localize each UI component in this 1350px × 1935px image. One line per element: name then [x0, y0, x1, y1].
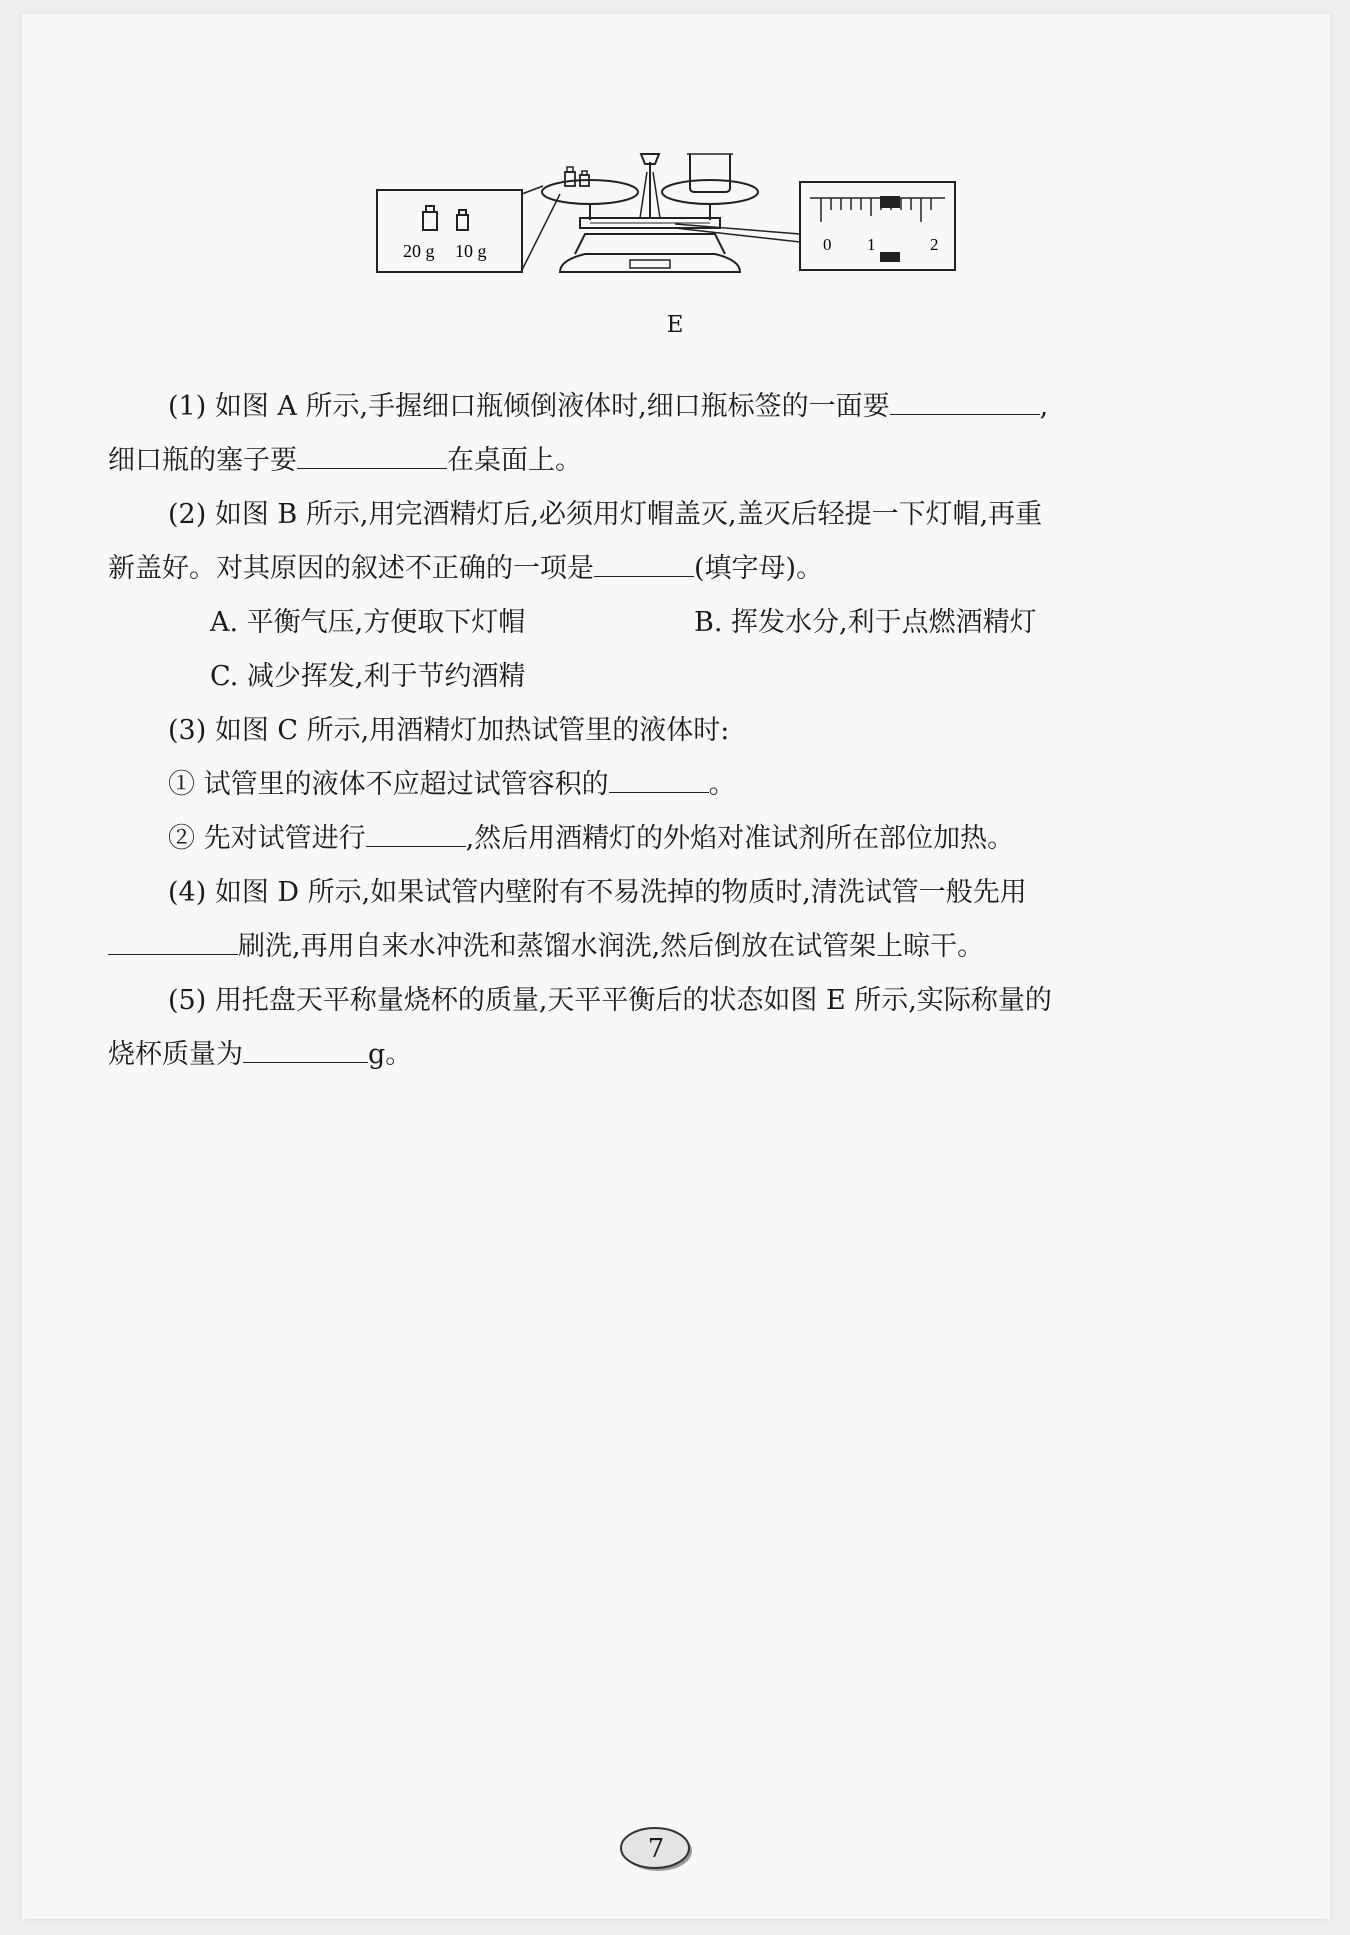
q5-line1: (5) 用托盘天平称量烧杯的质量,天平平衡后的状态如图 E 所示,实际称量的	[168, 985, 1052, 1016]
figure-caption: E	[666, 312, 684, 338]
q1-text: (1) 如图 A 所示,手握细口瓶倾倒液体时,细口瓶标签的一面要	[168, 391, 890, 422]
weight-10g-icon	[457, 210, 468, 230]
scale-inset	[800, 182, 955, 270]
page-number-badge	[617, 1824, 695, 1874]
q4-text-2b: 刷洗,再用自来水冲洗和蒸馏水润洗,然后倒放在试管架上晾干。	[238, 931, 985, 962]
q5-blank[interactable]	[243, 1032, 368, 1063]
right-pan	[662, 154, 758, 220]
q1-text-2a: 细口瓶的塞子要	[108, 445, 297, 476]
q3-sub2-end: ,然后用酒精灯的外焰对准试剂所在部位加热。	[465, 823, 1015, 854]
q2-text: (2) 如图 B 所示,用完酒精灯后,必须用灯帽盖灭,盖灭后轻提一下灯帽,再重	[168, 499, 1043, 530]
q1-line2	[108, 434, 582, 488]
q3-blank-1[interactable]	[609, 762, 709, 793]
q4-line1: (4) 如图 D 所示,如果试管内壁附有不易洗掉的物质时,清洗试管一般先用	[168, 877, 1027, 908]
beaker-icon	[690, 154, 730, 192]
left-pan	[542, 167, 638, 220]
scale-label-1: 1	[867, 235, 876, 254]
q2-option-b: B. 挥发水分,利于点燃酒精灯	[694, 607, 1037, 638]
q5-text-2a: 烧杯质量为	[108, 1039, 243, 1070]
page-number: 7	[647, 1834, 665, 1864]
q3-blank-2[interactable]	[366, 816, 466, 847]
q2-blank[interactable]	[594, 546, 694, 577]
scale-label-0: 0	[823, 235, 832, 254]
q2-option-a: A. 平衡气压,方便取下灯帽	[210, 607, 526, 638]
q1-blank-2[interactable]	[297, 438, 447, 469]
balance-figure	[375, 142, 960, 292]
rider-icon	[880, 196, 900, 208]
q4-blank[interactable]	[108, 924, 238, 955]
q2-text-2b: (填字母)。	[694, 553, 824, 584]
weights-inset	[377, 190, 522, 272]
q3-sub1	[168, 758, 736, 812]
q2-option-c: C. 减少挥发,利于节约酒精	[210, 661, 526, 692]
q1-line1	[168, 380, 1048, 434]
q3-sub1-text: ① 试管里的液体不应超过试管容积的	[168, 769, 609, 800]
q3-sub2-text: ② 先对试管进行	[168, 823, 366, 854]
weight-label-20g: 20 g	[403, 241, 435, 261]
q2-line1	[168, 488, 1042, 542]
q5-line2	[108, 1028, 412, 1082]
q5-text-2b: g。	[368, 1039, 413, 1070]
q2-text-2a: 新盖好。对其原因的叙述不正确的一项是	[108, 553, 594, 584]
q3-sub2	[168, 812, 1014, 866]
q1-comma: ,	[1039, 391, 1049, 422]
q3-line1: (3) 如图 C 所示,用酒精灯加热试管里的液体时:	[168, 715, 730, 746]
question-text	[108, 380, 1214, 1080]
q1-blank-1[interactable]	[890, 384, 1040, 415]
scale-ticks	[821, 198, 931, 222]
q1-text-2b: 在桌面上。	[447, 445, 582, 476]
weight-label-10g: 10 g	[455, 241, 487, 261]
scale-label-2: 2	[930, 235, 939, 254]
q2-line2	[108, 542, 823, 596]
q3-sub1-end: 。	[708, 769, 736, 800]
weight-20g-icon	[423, 206, 437, 230]
balance-base	[560, 254, 740, 272]
q4-line2	[108, 920, 984, 974]
